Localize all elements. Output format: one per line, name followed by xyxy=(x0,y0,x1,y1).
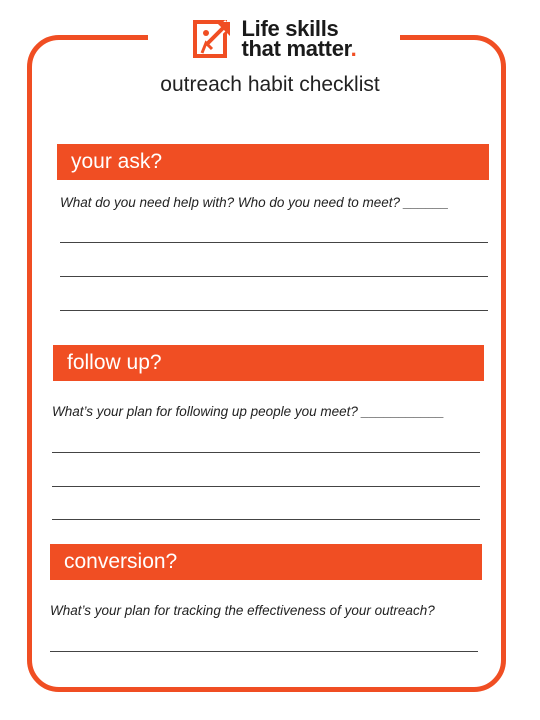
section-prompt-conversion: What’s your plan for tracking the effectiveness of your outreach? xyxy=(50,603,435,618)
brand-line-1: Life skills xyxy=(241,16,339,41)
section-heading-your-ask: your ask? xyxy=(57,144,489,180)
brand-wordmark xyxy=(241,16,357,61)
brand-logo xyxy=(148,10,400,68)
write-line[interactable] xyxy=(52,486,480,487)
brand-line-2: that matter. xyxy=(241,36,357,61)
section-heading-follow-up: follow up? xyxy=(53,345,484,381)
write-line[interactable] xyxy=(52,519,480,520)
write-line[interactable] xyxy=(50,651,478,652)
page-subtitle: outreach habit checklist xyxy=(0,73,540,97)
write-line[interactable] xyxy=(60,310,488,311)
write-line[interactable] xyxy=(52,452,480,453)
section-prompt-follow-up: What’s your plan for following up people you meet? ___________ xyxy=(52,404,445,419)
section-heading-conversion: conversion? xyxy=(50,544,482,580)
write-line[interactable] xyxy=(60,242,488,243)
arrow-escape-icon xyxy=(192,19,232,59)
section-prompt-your-ask: What do you need help with? Who do you need to meet? ______ xyxy=(60,195,449,210)
write-line[interactable] xyxy=(60,276,488,277)
brand-dot: . xyxy=(350,36,357,61)
